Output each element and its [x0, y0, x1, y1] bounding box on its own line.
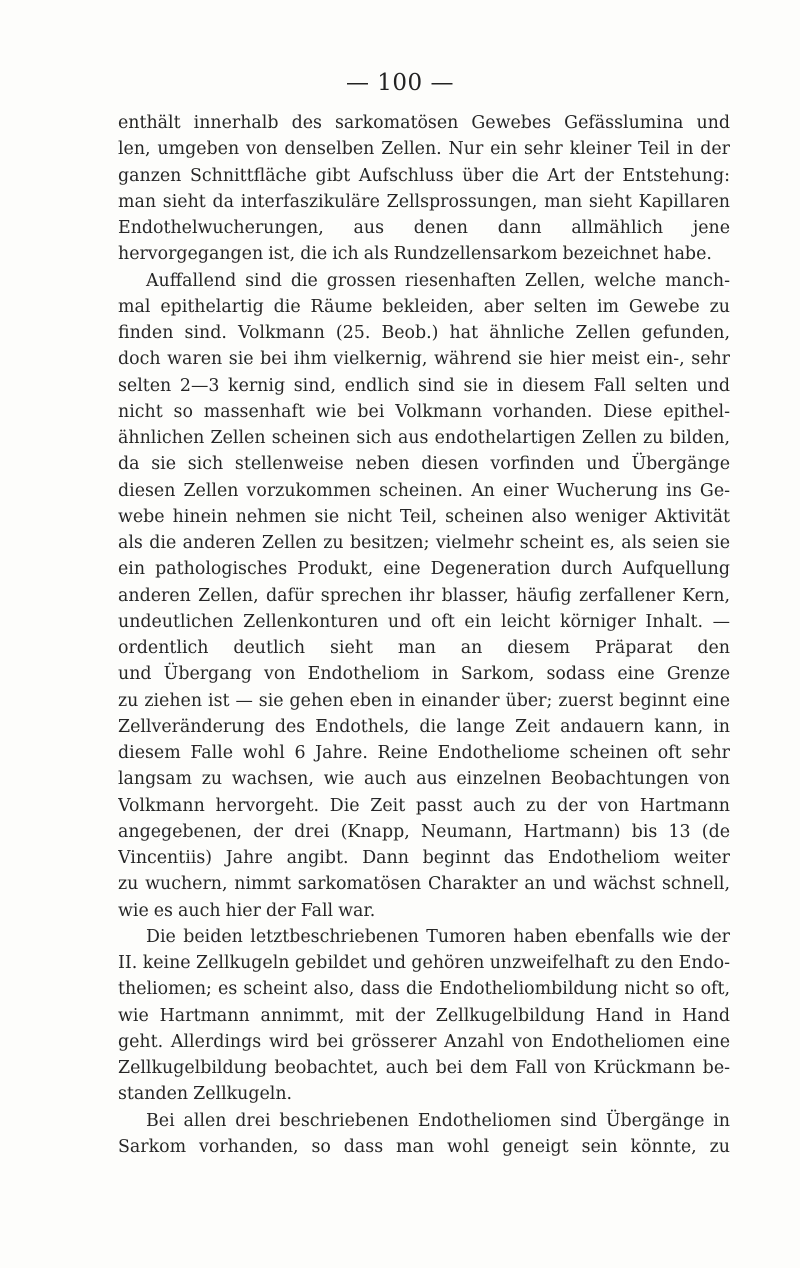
text-line: mal epithelartig die Räume bekleiden, aber selten im Gewebe zu: [118, 296, 730, 317]
text-line: langsam zu wachsen, wie auch aus einzelnen Beobachtungen von: [118, 769, 730, 790]
text-line: undeutlichen Zellenkonturen und oft ein leicht körniger Inhalt. —: [118, 611, 730, 632]
text-line: Vincentiis) Jahre angibt. Dann beginnt das Endotheliom weiter: [118, 848, 730, 868]
text-line: II. keine Zellkugeln gebildet und gehören unzweifelhaft zu den Endo-: [118, 953, 730, 973]
text-line: nicht so massenhaft wie bei Volkmann vorhanden. Diese epithel-: [118, 401, 730, 422]
text-line: Volkmann hervorgeht. Die Zeit passt auch zu der von Hartmann: [118, 795, 730, 816]
text-line: als die anderen Zellen zu besitzen; vielmehr scheint es, als seien sie: [118, 533, 730, 553]
text-line: hervorgegangen ist, die ich als Rundzellensarkom bezeichnet habe.: [118, 244, 712, 265]
text-line: da sie sich stellenweise neben diesen vorfinden und Übergänge: [118, 454, 730, 475]
text-line: wie Hartmann annimmt, mit der Zellkugelbildung Hand in Hand: [118, 1005, 730, 1026]
text-line: geht. Allerdings wird bei grösserer Anzahl von Endotheliomen eine: [118, 1031, 730, 1052]
text-line: diesem Falle wohl 6 Jahre. Reine Endotheliome scheinen oft sehr: [118, 743, 730, 763]
text-line: standen Zellkugeln.: [118, 1084, 293, 1105]
body-text: [118, 110, 730, 1160]
text-line: webe hinein nehmen sie nicht Teil, scheinen also weniger Aktivität: [118, 506, 730, 527]
text-line: zu wuchern, nimmt sarkomatösen Charakter an und wächst schnell,: [118, 874, 730, 895]
text-line: ganzen Schnittfläche gibt Aufschluss über die Art der Entstehung:: [118, 165, 730, 186]
text-line: len, umgeben von denselben Zellen. Nur ein sehr kleiner Teil in der: [118, 139, 730, 160]
text-line: Zellkugelbildung beobachtet, auch bei dem Fall von Krückmann be-: [118, 1058, 730, 1078]
text-line: wie es auch hier der Fall war.: [118, 900, 376, 921]
text-line: ähnlichen Zellen scheinen sich aus endothelartigen Zellen zu bilden,: [118, 428, 730, 448]
text-line: enthält innerhalb des sarkomatösen Gewebes Gefässlumina und: [118, 113, 730, 133]
page-number: — 100 —: [345, 70, 455, 96]
text-line: Bei allen drei beschriebenen Endotheliomen sind Übergänge in: [146, 1110, 730, 1131]
text-line: man sieht da interfaszikuläre Zellsprossungen, man sieht Kapillaren: [118, 191, 730, 212]
text-line: finden sind. Volkmann (25. Beob.) hat ähnliche Zellen gefunden,: [118, 323, 730, 343]
text-line: doch waren sie bei ihm vielkernig, während sie hier meist ein-, sehr: [118, 349, 730, 370]
text-line: ordentlich deutlich sieht man an diesem Präparat den: [118, 638, 730, 658]
text-line: selten 2—3 kernig sind, endlich sind sie in diesem Fall selten und: [118, 375, 730, 396]
text-line: Sarkom vorhanden, so dass man wohl geneigt sein könnte, zu: [118, 1136, 730, 1157]
text-line: diesen Zellen vorzukommen scheinen. An einer Wucherung ins Ge-: [118, 480, 730, 501]
text-line: Zellveränderung des Endothels, die lange Zeit andauern kann, in: [118, 716, 730, 737]
text-line: Auffallend sind die grossen riesenhaften Zellen, welche manch-: [146, 270, 730, 291]
text-line: theliomen; es scheint also, dass die Endotheliombildung nicht so oft,: [118, 979, 730, 1000]
text-line: und Übergang von Endotheliom in Sarkom, sodass eine Grenze: [118, 664, 730, 685]
text-line: Endothelwucherungen, aus denen dann allmählich jene: [118, 218, 730, 238]
text-line: angegebenen, der drei (Knapp, Neumann, Hartmann) bis 13 (de: [118, 821, 730, 842]
text-line: zu ziehen ist — sie gehen eben in einander über; zuerst beginnt eine: [118, 690, 730, 711]
text-line: ein pathologisches Produkt, eine Degeneration durch Aufquellung: [118, 559, 730, 580]
text-line: anderen Zellen, dafür sprechen ihr blasser, häufig zerfallener Kern,: [118, 585, 730, 606]
text-line: Die beiden letztbeschriebenen Tumoren haben ebenfalls wie der: [146, 926, 730, 947]
